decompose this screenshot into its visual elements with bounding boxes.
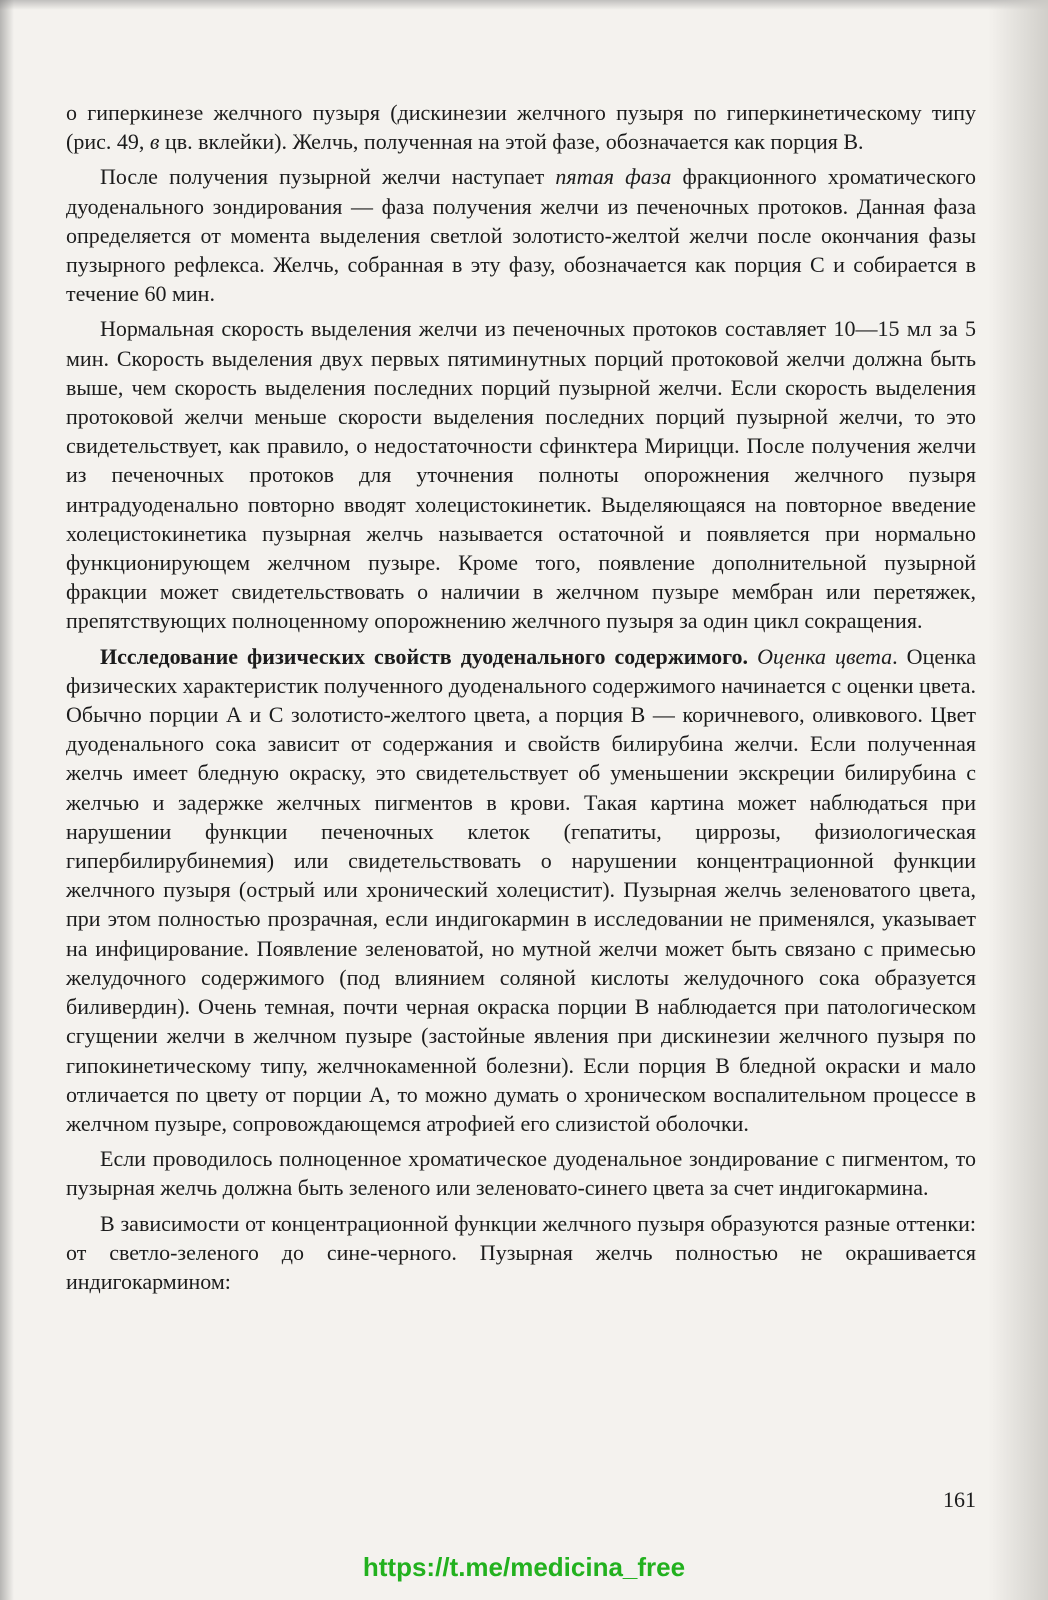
text-run: о гиперкинезе желчного пузыря (дискинезии желчного пузыря по гиперкинетическому типу (рис. 49, — [66, 100, 976, 155]
text-run: цв. вклейки). Желчь, полученная на этой фазе, обозначается как порция В. — [159, 129, 864, 155]
italic-text: пятая фаза — [555, 164, 672, 190]
italic-text: в — [149, 129, 160, 155]
paragraph — [66, 1209, 976, 1297]
paragraph — [66, 642, 976, 1138]
text-run: После получения пузырной желчи наступает — [100, 164, 556, 190]
paragraph — [66, 98, 976, 156]
text-run — [748, 644, 757, 669]
text-run: Если проводилось полноценное хроматическое дуоденальное зондирование с пигментом, то пузырная желчь должна быть зеленого или зеленовато-синего цвета за счет индигокармина. — [66, 1146, 976, 1201]
page-top-shadow — [0, 0, 1048, 10]
paragraph — [66, 162, 976, 308]
text-run: Нормальная скорость выделения желчи из печеночных протоков составляет 10—15 мл за 5 мин. Скорость выделения двух первых пятиминутных порций протоковой желчи должна быть выше, чем скорость выделения последних порций пузырной желчи. Если скорость выделения протоковой желчи меньше скорости выделения последних порций пузырной желчи, то это свидетельствует, как правило, о недостаточности сфинктера Мирицци. После получения желчи из печеночных протоков для уточнения полноты опорожнения желчного пузыря интрадуоденально повторно вводят холецистокинетик. Выделяющаяся на повторное введение холецистокинетика пузырная желчь называется остаточной и появляется при нормально функционирующем желчном пузыре. Кроме того, появление дополнительной пузырной фракции может свидетельствовать о наличии в желчном пузыре мембран или перетяжек, препятствующих полноценному опорожнению желчного пузыря за один цикл сокращения. — [66, 316, 976, 634]
text-run: фракционного хроматического дуоденального зондирования — фаза получения желчи из печеночных протоков. Данная фаза определяется от момента выделения светлой золотисто-желтой желчи после окончания фазы пузырного рефлекса. Желчь, собранная в эту фазу, обозначается как порция С и собирается в течение 60 мин. — [66, 164, 977, 307]
body-text — [66, 98, 976, 1302]
text-run: В зависимости от концентрационной функции желчного пузыря образуются разные оттенки: от светло-зеленого до сине-черного. Пузырная желчь полностью не окрашивается индигокармином: — [66, 1210, 976, 1294]
text-run: . Оценка физических характеристик полученного дуоденального содержимого начинается с оценки цвета. Обычно порции А и С золотисто-желтого цвета, а порция В — коричневого, оливкового. Цвет дуоденального сока зависит от содержания и свойств билирубина желчи. Если полученная желчь имеет бледную окраску, это свидетельствует об уменьшении экскреции билирубина с желчью и задержке желчных пигментов в крови. Такая картина может наблюдаться при нарушении функции печеночных клеток (гепатиты, циррозы, физиологическая гипербилирубинемия) или свидетельствовать о нарушении концентрационной функции желчного пузыря (острый или хронический холецистит). Пузырная желчь зеленоватого цвета, при этом полностью прозрачная, если индигокармин в исследовании не применялся, указывает на инфицирование. Появление зеленоватой, но мутной желчи может быть связано с примесью желудочного содержимого (под влиянием соляной кислоты желудочного сока образуется биливердин). Очень темная, почти черная окраска порции В наблюдается при патологическом сгущении желчи в желчном пузыре (застойные явления при дискинезии желчного пузыря по гипокинетическому типу, желчнокаменной болезни). Если порция В бледной окраски и мало отличается по цвету от порции А, то можно думать о хроническом воспалительном процессе в желчном пузыре, сопровождающемся атрофией его слизистой оболочки. — [66, 643, 976, 1136]
paragraph — [66, 314, 976, 635]
italic-text: Оценка цвета — [757, 643, 893, 669]
bold-heading: Исследование физических свойств дуоденального содержимого. — [100, 643, 749, 669]
watermark-link[interactable]: https://t.me/medicina_free — [362, 1552, 686, 1582]
page-edge-shadow — [988, 0, 1048, 1600]
page-number: 161 — [943, 1487, 976, 1512]
book-gutter-shadow — [0, 0, 14, 1600]
paragraph — [66, 1144, 976, 1202]
